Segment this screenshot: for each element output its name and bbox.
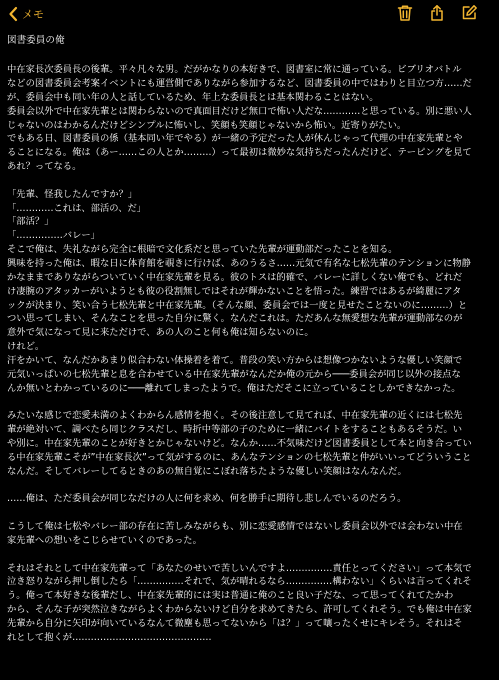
share-icon [428, 4, 446, 22]
note-line: 「部活？」 [7, 216, 54, 228]
note-line: そこで俺は、失礼ながら完全に根暗で文化系だと思っていた先輩が運動部だったことを知る。 [7, 244, 398, 256]
note-line: 泣き怒りながら押し倒したら「……………それで、気が晴れるなら……………構わない」くらいは言ってくれそ [7, 576, 472, 588]
note-line: つい思ってしまい、そんなことを思った自分に驚く。なんだこれは。ただあんな無愛想な先輩が運動部なのが [7, 313, 463, 325]
note-line: みたいな感じで恋愛未満のよくわからん感情を抱く。その後注意して見てれば、中在家先輩の近くには七松先 [7, 410, 463, 422]
note-line: から、そんな子が突然泣きながらよくわからないけど自分を求めてきたら、許可してくれそう。でも俺は中在家 [7, 604, 472, 616]
note-line: が、委員会中も同い年の人と話しているため、年上な委員長とは基本関わることはない。 [7, 91, 379, 103]
back-label: メモ [22, 8, 44, 21]
compose-icon [460, 4, 478, 22]
note-line: や別に。中在家先輩のことが好きとかじゃないけど。なんか……不気味だけど図書委員として本と向き合ってい [7, 437, 472, 449]
trash-icon [396, 4, 414, 22]
note-line: でもある日、図書委員の係（基本同い年でやる）が一緒の予定だった人が休んじゃって代理の中在家先輩とや [7, 133, 463, 145]
note-line [7, 548, 495, 562]
note-line: ることになる。俺は（あー……この人とか………）って最初は微妙な気持ちだったんだけど、テーピングを見て [7, 147, 472, 159]
note-content[interactable] [7, 34, 495, 645]
note-line: 先輩から自分に矢印が向いているなんて微塵も思ってないから「は？」って嚷ったくせにキレそう。それはそ [7, 617, 463, 629]
note-line: んか無いとわかっているのに───離れてしまったようで。俺はただそこに立っていることしかできなかった。 [7, 382, 461, 394]
compose-button[interactable] [460, 4, 478, 22]
note-line: かなままでありながらついていく中在家先輩を見る。彼のトスは的確で、バレーに詳しくない俺でも、どれだ [7, 271, 463, 283]
note-title: 図書委員の俺 [7, 35, 65, 46]
note-line: じゃないのはわかるんだけどシンプルに怖いし、笑顔も笑顔じゃないから怖い。近寄りがたい。 [7, 119, 407, 131]
note-line: 輩が絶対いて、調べたら同じクラスだし、時折中等部の子のために一緒にバイトをすることもあるそうだ。い [7, 424, 463, 436]
back-button[interactable] [8, 4, 44, 24]
note-line: 汗をかいて、なんだかあまり似合わない体操着を着て。普段の笑い方からは想像つかないような優しい笑顔で [7, 354, 463, 366]
note-line: う。俺って本好きな後輩だし、中在家先輩的には実は普通に俺のこと良い子だな、って思ってくれてたかわ [7, 590, 454, 602]
note-line: 「…………これは、部活の、だ」 [7, 202, 147, 214]
note-line: 中在家長次委員長の後輩。平々凡々な男。だがかなりの本好きで、図書室に常に通っている。ビブリオバトル [7, 64, 462, 76]
note-body [7, 63, 495, 644]
note-line: 「……………バレー」 [7, 230, 100, 242]
note-toolbar [0, 0, 499, 30]
note-line [7, 174, 495, 188]
note-line: こうして俺は七松やバレー部の存在に苦しみながらも、別に恋愛感情ではないし委員会以外では会わない中在 [7, 521, 463, 533]
note-line: 「先輩、怪我したんですか？」 [7, 188, 138, 200]
note-line: 興味を持った俺は、暇な日に体育館を覗きに行けば、あのうるさ……元気で有名な七松先輩のテンションに物静 [7, 258, 471, 269]
note-line: れとして抱くが……………………………………… [7, 631, 212, 643]
note-line: 意外で気になって見に来ただけで、あの人のこと何も俺は知らないのに。 [7, 327, 314, 339]
note-line: 家先輩への想いをこじらせていくのであった。 [7, 534, 202, 546]
note-line: る中在家先輩こそが”中在家長次”って気がするのに、あんなテンションの七松先輩と仲がいいってどういうこと [7, 451, 472, 463]
delete-button[interactable] [396, 4, 414, 22]
note-line: ックが決まり、笑い合う七松先輩と中在家先輩。（そんな顔、委員会では一度と見せたことないのに………）と [7, 299, 468, 311]
note-line: 委員会以外で中在家先輩とは関わらないので真面目だけど無口で怖い人だな…………と思っている。別に悪い人 [7, 105, 472, 117]
note-line: 元気いっぱいの七松先輩と息を合わせている中在家先輩がなんだか俺の元から───委員会が同じ以外の接点な [7, 368, 461, 380]
note-line: なんだ。そしてバレーしてるときのあの無自覚にこぼれ落ちたような優しい笑顔はなんなんだ。 [7, 465, 407, 477]
note-line: それはそれとして中在家先輩って「あなたのせいで苦しいんですよ……………責任とってください」って本気で [7, 562, 472, 574]
note-line: け凄腕のアタッカーがいようとも彼の役割無しではそれが輝かないことを悟った。練習ではあるが綺麗にアタ [7, 285, 462, 297]
share-button[interactable] [428, 4, 446, 22]
note-line [7, 506, 495, 520]
note-line: あれ？ってなる。 [7, 161, 82, 173]
note-line: ……俺は、ただ委員会が同じなだけの人に何を求め、何を勝手に期待し悲しんでいるのだろう。 [7, 493, 407, 505]
note-line: などの図書委員会考案イベントにも運営側でありながら参加するなど、図書委員の中ではわりと目立つ方……だ [7, 78, 472, 90]
note-line [7, 395, 495, 409]
note-line [7, 479, 495, 493]
chevron-left-icon [8, 6, 18, 22]
note-line: けれど。 [7, 341, 45, 353]
